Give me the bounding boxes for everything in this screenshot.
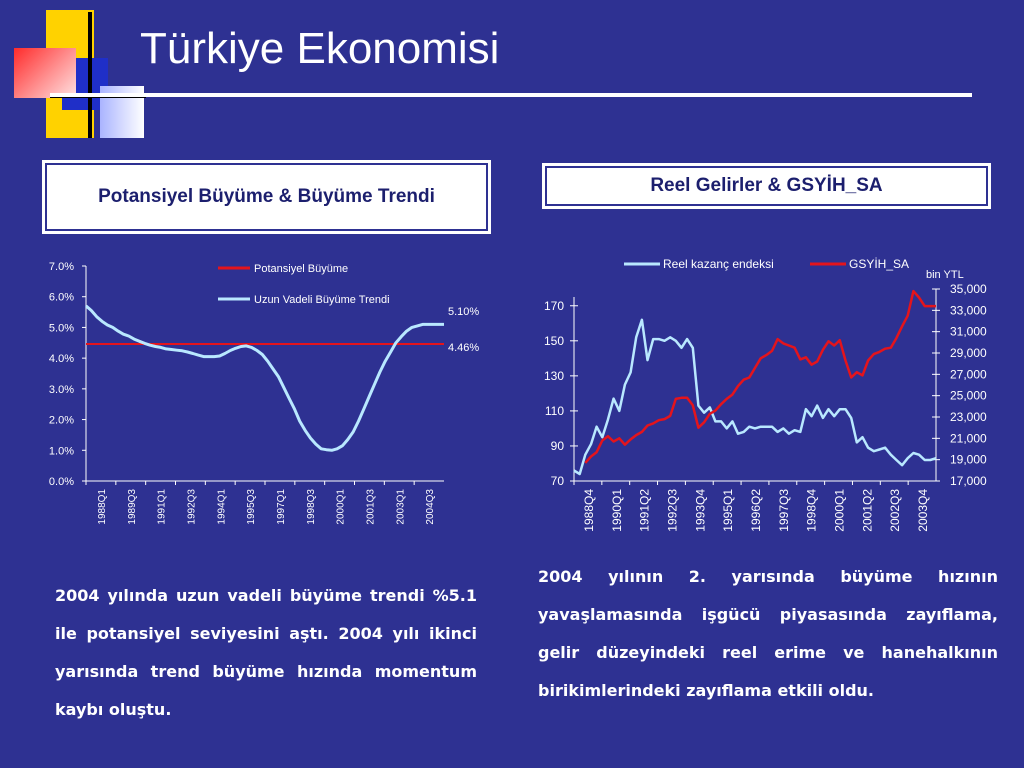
x-tick-label: 1997Q3 — [776, 489, 791, 532]
x-tick-label: 1989Q3 — [126, 489, 138, 525]
left-y-tick-label: 110 — [544, 403, 564, 418]
right-y-tick-label: 33,000 — [950, 303, 987, 318]
x-tick-label: 1990Q1 — [609, 489, 624, 532]
right-chart-box-label: Reel Gelirler & GSYİH_SA — [542, 163, 991, 209]
page-title: Türkiye Ekonomisi — [140, 24, 500, 73]
right-y-tick-label: 17,000 — [950, 474, 987, 488]
x-tick-label: 1988Q4 — [581, 489, 596, 532]
x-tick-label: 2004Q3 — [425, 489, 437, 525]
series-line-trend — [86, 306, 444, 450]
x-tick-label: 1995Q3 — [246, 489, 258, 525]
y-tick-label: 7.0% — [48, 261, 74, 273]
left-y-tick-label: 150 — [543, 333, 564, 348]
title-divider — [50, 93, 972, 97]
x-tick-label: 1992Q3 — [665, 489, 680, 532]
left-y-tick-label: 90 — [550, 438, 564, 453]
right-y-tick-label: 23,000 — [950, 410, 987, 424]
real-income-gdp-chart — [500, 240, 1024, 550]
left-chart-box-label: Potansiyel Büyüme & Büyüme Trendi — [42, 160, 491, 234]
right-y-tick-label: 31,000 — [950, 324, 987, 339]
x-tick-label: 1992Q3 — [186, 489, 198, 525]
decor-black-vline — [88, 12, 92, 138]
legend-label-real-earnings: Reel kazanç endeksi — [663, 257, 774, 271]
right-y-tick-label: 35,000 — [950, 282, 987, 296]
y-tick-label: 0.0% — [48, 476, 74, 488]
left-y-tick-label: 70 — [550, 474, 564, 488]
y-tick-label: 2.0% — [48, 414, 74, 427]
x-tick-label: 1994Q1 — [216, 489, 228, 525]
x-tick-label: 1988Q1 — [96, 489, 108, 525]
right-y-tick-label: 29,000 — [950, 346, 987, 360]
y-tick-label: 6.0% — [48, 291, 74, 304]
series-line-gdp — [585, 291, 936, 463]
y-tick-label: 3.0% — [48, 383, 74, 396]
x-tick-label: 1991Q2 — [637, 489, 652, 532]
right-y-axis-unit: bin YTL — [926, 269, 964, 281]
data-label-trend: 5.10% — [448, 306, 480, 318]
x-tick-label: 2003Q1 — [395, 489, 407, 525]
y-tick-label: 4.0% — [48, 353, 74, 366]
potential-growth-chart — [0, 240, 500, 550]
legend-label-potential: Potansiyel Büyüme — [254, 263, 349, 275]
series-line-real-earnings — [574, 320, 936, 474]
y-tick-label: 5.0% — [48, 322, 74, 335]
right-y-tick-label: 21,000 — [950, 431, 987, 446]
data-label-potential: 4.46% — [448, 342, 480, 354]
x-tick-label: 1996Q2 — [749, 489, 763, 532]
x-tick-label: 1995Q1 — [721, 489, 736, 532]
decor-red-block — [14, 48, 76, 98]
x-tick-label: 1991Q1 — [156, 489, 168, 525]
right-y-tick-label: 25,000 — [950, 388, 987, 403]
right-description: 2004 yılının 2. yarısında büyüme hızının yavaşlamasında işgücü piyasasında zayıflama, gelir düzeyindeki reel erime ve hanehalkının birikimlerindeki zayıflama etkili oldu. — [538, 567, 998, 700]
y-tick-label: 1.0% — [48, 445, 74, 458]
x-tick-label: 2003Q4 — [916, 489, 931, 532]
right-y-tick-label: 19,000 — [950, 452, 987, 467]
left-y-tick-label: 170 — [543, 298, 564, 313]
legend-label-trend: Uzun Vadeli Büyüme Trendi — [254, 294, 390, 306]
x-tick-label: 2001Q2 — [860, 489, 875, 532]
legend-label-gdp: GSYİH_SA — [849, 257, 910, 271]
left-description: 2004 yılında uzun vadeli büyüme trendi %5.1 ile potansiyel seviyesini aştı. 2004 yılı ikinci yarısında trend büyüme hızında momentum kaybı oluştu. — [55, 586, 477, 719]
x-tick-label: 1998Q3 — [305, 489, 317, 525]
left-y-tick-label: 130 — [543, 368, 564, 383]
right-y-tick-label: 27,000 — [950, 367, 987, 382]
x-tick-label: 2002Q3 — [888, 489, 903, 532]
x-tick-label: 1997Q1 — [275, 489, 287, 525]
x-tick-label: 1993Q4 — [693, 489, 708, 532]
x-tick-label: 1998Q4 — [804, 489, 819, 532]
x-tick-label: 2000Q1 — [832, 489, 847, 532]
x-tick-label: 2000Q1 — [335, 489, 347, 525]
x-tick-label: 2001Q3 — [365, 489, 377, 525]
